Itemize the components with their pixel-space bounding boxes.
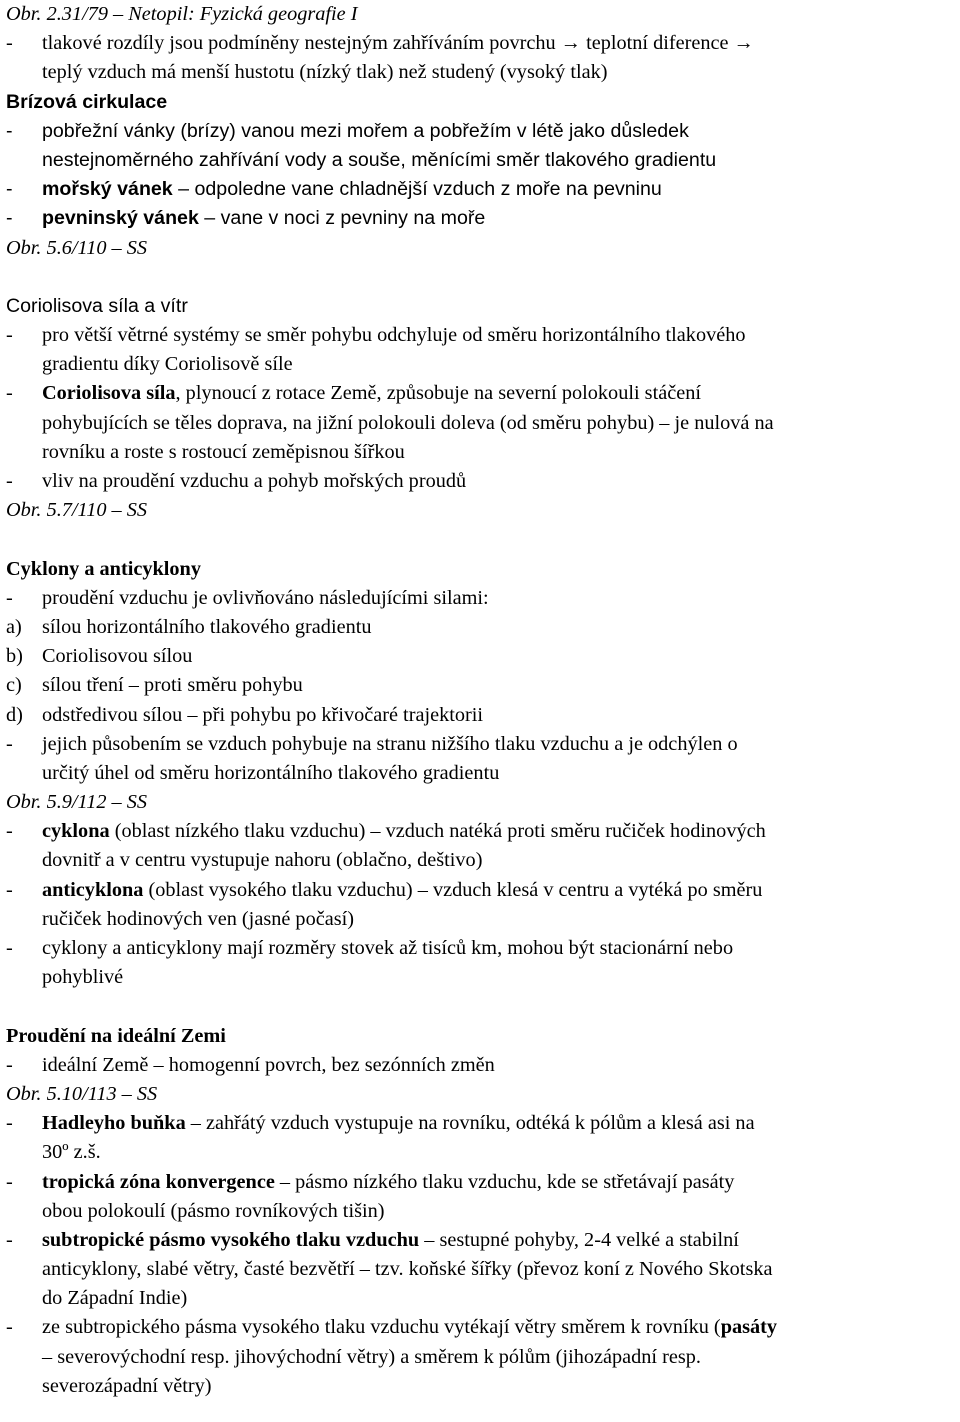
bullet-item	[0, 1313, 960, 1342]
text-run: pro větší větrné systémy se směr pohybu odchyluje od směru horizontálního tlakového	[42, 324, 746, 347]
text-run: ze subtropického pásma vysokého tlaku vzduchu vytékají větry směrem k rovníku (	[42, 1316, 721, 1339]
bullet-text	[42, 117, 689, 146]
bullet-item	[0, 321, 960, 350]
text-run: pohyblivé	[42, 966, 124, 989]
bullet-item	[0, 584, 960, 613]
text-run: Obr. 5.9/112 – SS	[6, 791, 148, 814]
bullet-item	[0, 1109, 960, 1138]
continuation-line	[0, 1343, 960, 1372]
blank-line	[0, 263, 960, 292]
bullet-text	[42, 584, 489, 613]
text-run: pohybujících se těles doprava, na jižní polokouli doleva (od směru pohybu) – je nulová na	[42, 411, 774, 434]
text-run: proudění vzduchu je ovlivňováno následujícími silami:	[42, 586, 489, 609]
bullet-dash: -	[6, 324, 13, 347]
text-run: (oblast nízkého tlaku vzduchu) – vzduch natéká proti směru ručiček hodinových	[109, 820, 766, 843]
bold-term: pevninský vánek	[42, 207, 199, 230]
bullet-dash: -	[6, 1053, 13, 1076]
text-run: určitý úhel od směru horizontálního tlakového gradientu	[42, 761, 500, 784]
continuation-line	[0, 350, 960, 379]
section-heading	[0, 1022, 960, 1051]
list-marker: a)	[6, 615, 22, 638]
bullet-text	[42, 876, 762, 905]
continuation-line	[0, 846, 960, 875]
section-heading	[0, 292, 960, 321]
lettered-item	[0, 613, 960, 642]
text-run: Proudění na ideální Zemi	[6, 1024, 226, 1047]
bullet-item	[0, 876, 960, 905]
text-run: Brízová cirkulace	[6, 90, 168, 113]
bullet-dash: -	[6, 732, 13, 755]
bold-term: cyklona	[42, 820, 110, 843]
bullet-text	[42, 321, 746, 350]
list-text	[42, 642, 192, 671]
text-run: Coriolisovou sílou	[42, 645, 193, 668]
bullet-dash: -	[6, 178, 13, 201]
bullet-dash: -	[6, 1170, 13, 1193]
text-run: obou polokoulí (pásmo rovníkových tišin)	[42, 1199, 385, 1222]
text-run: pobřežní vánky (brízy) vanou mezi mořem a pobřežím v létě jako důsledek	[42, 119, 689, 142]
text-run: Obr. 5.10/113 – SS	[6, 1082, 158, 1105]
text-run: teplý vzduch má menší hustotu (nízký tlak) než studený (vysoký tlak)	[42, 61, 608, 84]
continuation-line	[0, 963, 960, 992]
text-run: sílou horizontálního tlakového gradientu	[42, 615, 372, 638]
continuation-line	[0, 1284, 960, 1313]
bullet-text	[42, 379, 701, 408]
text-run: – sestupné pohyby, 2-4 velké a stabilní	[419, 1228, 739, 1251]
bullet-dash: -	[6, 119, 13, 142]
continuation-line	[0, 146, 960, 175]
text-run: , plynoucí z rotace Země, způsobuje na severní polokouli stáčení	[175, 382, 701, 405]
text-run: (oblast vysokého tlaku vzduchu) – vzduch klesá v centru a vytéká po směru	[143, 878, 763, 901]
text-run: vliv na proudění vzduchu a pohyb mořských proudů	[42, 470, 467, 492]
text-run: – severovýchodní resp. jihovýchodní větry) a směrem k pólům (jihozápadní resp.	[42, 1345, 701, 1368]
bullet-text	[42, 467, 466, 496]
bold-term: tropická zóna konvergence	[42, 1170, 275, 1193]
bold-term: subtropické pásmo vysokého tlaku vzduchu	[42, 1228, 420, 1251]
bullet-item	[0, 1226, 960, 1255]
section-heading	[0, 555, 960, 584]
list-text	[42, 613, 372, 642]
text-run: tlakové rozdíly jsou podmíněny nestejným zahříváním povrchu → teplotní diference →	[42, 32, 754, 55]
bullet-dash: -	[6, 1316, 13, 1339]
text-run: odstředivou sílou – při pohybu po křivočaré trajektorii	[42, 703, 484, 726]
bullet-item	[0, 467, 960, 496]
bullet-item	[0, 817, 960, 846]
bullet-dash: -	[6, 586, 13, 609]
text-run: sílou tření – proti směru pohybu	[42, 674, 303, 697]
continuation-line	[0, 409, 960, 438]
bullet-item	[0, 175, 960, 204]
bullet-dash: -	[6, 878, 13, 901]
list-text	[42, 671, 303, 700]
lettered-item	[0, 701, 960, 730]
text-run: dovnitř a v centru vystupuje nahoru (oblačno, deštivo)	[42, 849, 483, 872]
figure-reference	[0, 0, 960, 29]
bullet-text	[42, 29, 754, 58]
bold-term: mořský vánek	[42, 178, 173, 201]
bullet-text	[42, 1226, 739, 1255]
bullet-text	[42, 1168, 734, 1197]
bullet-text	[42, 204, 485, 233]
bullet-dash: -	[6, 32, 13, 55]
bullet-item	[0, 730, 960, 759]
text-run: jejich působením se vzduch pohybuje na stranu nižšího tlaku vzduchu a je odchýlen o	[42, 732, 738, 755]
bullet-text	[42, 817, 766, 846]
figure-reference	[0, 1080, 960, 1109]
text-run: ručiček hodinových ven (jasné počasí)	[42, 907, 354, 930]
text-run: gradientu díky Coriolisově síle	[42, 353, 293, 376]
text-run: cyklony a anticyklony mají rozměry stovek až tisíců km, mohou být stacionární nebo	[42, 937, 734, 959]
text-run: – odpoledne vane chladnější vzduch z moře na pevninu	[172, 178, 662, 201]
continuation-line	[0, 1138, 960, 1167]
list-marker: b)	[6, 645, 23, 668]
list-marker: d)	[6, 703, 23, 726]
bullet-item	[0, 934, 960, 963]
bullet-dash: -	[6, 470, 13, 492]
figure-reference	[0, 788, 960, 817]
bullet-text	[42, 175, 662, 204]
text-run: Coriolisova síla a vítr	[6, 294, 188, 317]
bullet-dash: -	[6, 820, 13, 843]
text-run: nestejnoměrného zahřívání vody a souše, měnícími směr tlakového gradientu	[42, 148, 717, 171]
bold-term: Hadleyho buňka	[42, 1112, 186, 1135]
bold-term: Coriolisova síla	[42, 382, 176, 405]
continuation-line	[0, 58, 960, 87]
text-run: Obr. 5.6/110 – SS	[6, 236, 148, 259]
text-run: Obr. 2.31/79 – Netopil: Fyzická geografie I	[6, 3, 358, 25]
bullet-text	[42, 1051, 495, 1080]
bullet-text	[42, 934, 733, 963]
text-run: Obr. 5.7/110 – SS	[6, 499, 148, 522]
continuation-line	[0, 905, 960, 934]
bullet-dash: -	[6, 937, 13, 959]
bullet-dash: -	[6, 382, 13, 405]
bullet-item	[0, 379, 960, 408]
bullet-item	[0, 1168, 960, 1197]
list-marker: c)	[6, 674, 22, 697]
text-run: – zahřátý vzduch vystupuje na rovníku, odtéká k pólům a klesá asi na	[185, 1112, 755, 1135]
continuation-line	[0, 759, 960, 788]
figure-reference	[0, 234, 960, 263]
bullet-item	[0, 204, 960, 233]
text-run: 30º z.š.	[42, 1141, 101, 1164]
continuation-line	[0, 438, 960, 467]
text-run: ideální Země – homogenní povrch, bez sezónních změn	[42, 1053, 495, 1076]
text-run: anticyklony, slabé větry, časté bezvětří – tzv. koňské šířky (převoz koní z Nového Skotska	[42, 1258, 773, 1281]
text-run: severozápadní větry)	[42, 1374, 212, 1397]
list-text	[42, 701, 483, 730]
text-run: – vane v noci z pevniny na moře	[198, 207, 486, 230]
bullet-dash: -	[6, 1112, 13, 1135]
blank-line	[0, 992, 960, 1021]
lettered-item	[0, 671, 960, 700]
bullet-text	[42, 1313, 777, 1342]
bullet-text	[42, 730, 738, 759]
text-run: Cyklony a anticyklony	[6, 557, 201, 580]
continuation-line	[0, 1197, 960, 1226]
bullet-item	[0, 117, 960, 146]
text-run: rovníku a roste s rostoucí zeměpisnou šířkou	[42, 440, 405, 463]
bullet-dash: -	[6, 1228, 13, 1251]
lettered-item	[0, 642, 960, 671]
bold-term: anticyklona	[42, 878, 144, 901]
bullet-item	[0, 29, 960, 58]
figure-reference	[0, 496, 960, 525]
bold-term: pasáty	[720, 1316, 778, 1339]
continuation-line	[0, 1372, 960, 1401]
bullet-dash: -	[6, 207, 13, 230]
text-run: do Západní Indie)	[42, 1287, 188, 1310]
bullet-item	[0, 1051, 960, 1080]
blank-line	[0, 525, 960, 554]
bullet-text	[42, 1109, 755, 1138]
text-run: – pásmo nízkého tlaku vzduchu, kde se střetávají pasáty	[274, 1170, 735, 1193]
continuation-line	[0, 1255, 960, 1284]
section-heading	[0, 88, 960, 117]
